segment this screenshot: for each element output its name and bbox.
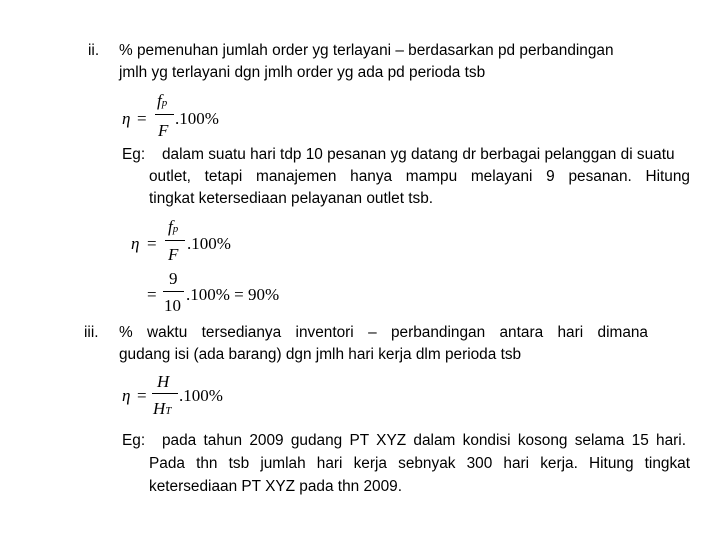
numerator-9: 9 (169, 269, 178, 288)
solution-tail: .100% = 90% (186, 285, 280, 304)
example-ii-line-3: tingkat ketersediaan pelayanan outlet tsb. (149, 190, 434, 207)
equals-sign: = (147, 285, 157, 304)
eta-symbol: η (122, 109, 131, 128)
equals-sign: = (147, 234, 157, 253)
denominator-F: F (158, 121, 169, 140)
section-iii-marker: iii. (84, 324, 99, 341)
fraction-bar (152, 393, 178, 394)
formula-tail: .100% (187, 234, 231, 253)
eta-symbol: η (131, 234, 140, 253)
eta-symbol: η (122, 386, 131, 405)
section-ii-marker: ii. (88, 42, 100, 59)
section-iii-line-2: gudang isi (ada barang) dgn jmlh hari kerja dlm perioda tsb (119, 346, 522, 363)
section-ii-line-1: % pemenuhan jumlah order yg terlayani – berdasarkan pd perbandingan (119, 42, 614, 59)
fraction-bar (163, 291, 184, 292)
example-iii-line-2: Pada thn tsb jumlah hari kerja sebnyak 300 hari kerja. Hitung tingkat (149, 455, 690, 472)
example-iii-line-3: ketersediaan PT XYZ pada thn 2009. (149, 478, 402, 495)
numerator-f: fp (168, 217, 179, 236)
denominator-10: 10 (164, 296, 181, 315)
denominator-F: F (168, 245, 179, 264)
numerator-f: fp (157, 91, 168, 110)
example-ii-label: Eg: (122, 146, 146, 163)
formula-tail: .100% (175, 109, 219, 128)
example-ii-line-1: dalam suatu hari tdp 10 pesanan yg datang dr berbagai pelanggan di suatu (162, 146, 675, 163)
equals-sign: = (137, 386, 147, 405)
example-ii-line-2: outlet, tetapi manajemen hanya mampu melayani 9 pesanan. Hitung (149, 168, 690, 185)
example-iii-line-1: pada tahun 2009 gudang PT XYZ dalam kondisi kosong selama 15 hari. (162, 432, 686, 449)
section-ii-line-2: jmlh yg terlayani dgn jmlh order yg ada pd perioda tsb (119, 64, 486, 81)
denominator-HT: HT (153, 399, 172, 418)
fraction-bar (155, 114, 174, 115)
section-iii-line-1: % waktu tersedianya inventori – perbandingan antara hari dimana (119, 324, 648, 341)
equals-sign: = (137, 109, 147, 128)
numerator-H: H (157, 372, 170, 391)
fraction-bar (165, 240, 185, 241)
formula-tail: .100% (179, 386, 223, 405)
example-iii-label: Eg: (122, 432, 146, 449)
